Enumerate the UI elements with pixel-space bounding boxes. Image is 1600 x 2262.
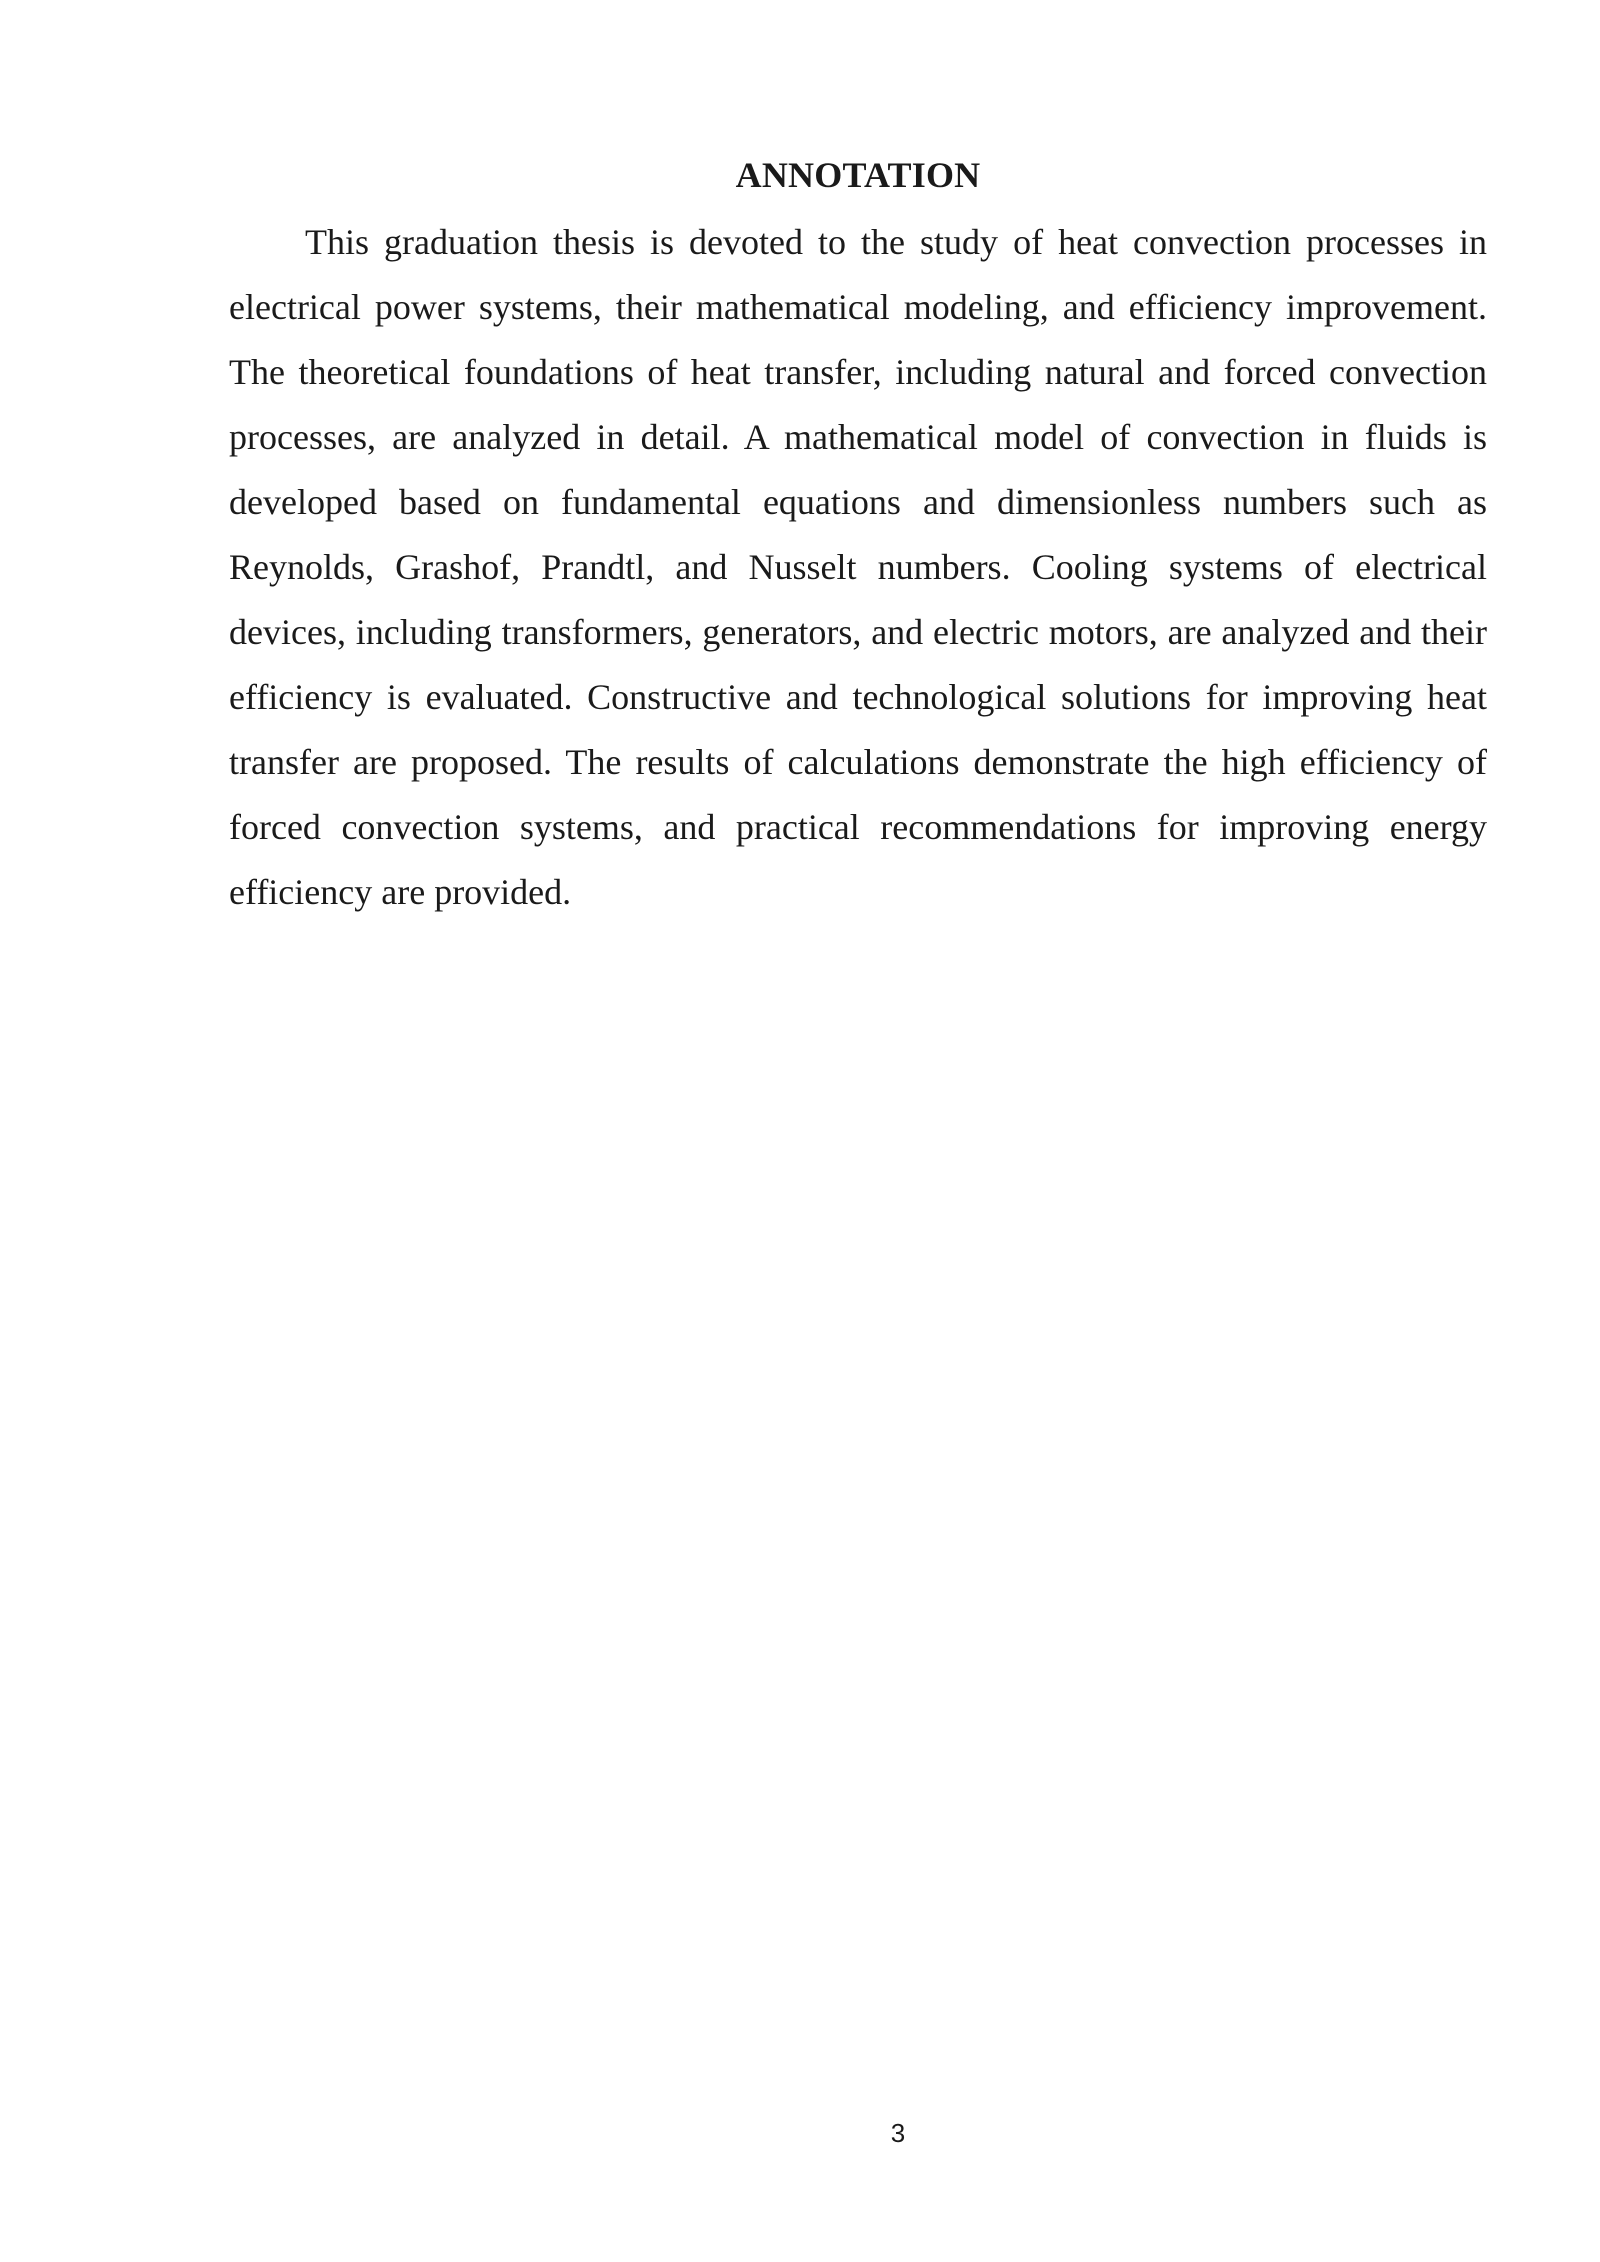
- page-number: 3: [890, 2118, 906, 2148]
- page-title: ANNOTATION: [735, 155, 981, 195]
- page-content: [229, 148, 1487, 925]
- abstract-paragraph: This graduation thesis is devoted to the study of heat convection processes in electrical power systems, their mathematical modeling, and efficiency improvement. The theoretical foundations of heat transfer, including natural and forced convection processes, are analyzed in detail. A mathematical model of convection in fluids is developed based on fundamental equations and dimensionless numbers such as Reynolds, Grashof, Prandtl, and Nusselt numbers. Cooling systems of electrical devices, including transformers, generators, and electric motors, are analyzed and their efficiency is evaluated. Constructive and technological solutions for improving heat transfer are proposed. The results of calculations demonstrate the high efficiency of forced convection systems, and practical recommendations for improving energy efficiency are provided.: [229, 222, 1487, 912]
